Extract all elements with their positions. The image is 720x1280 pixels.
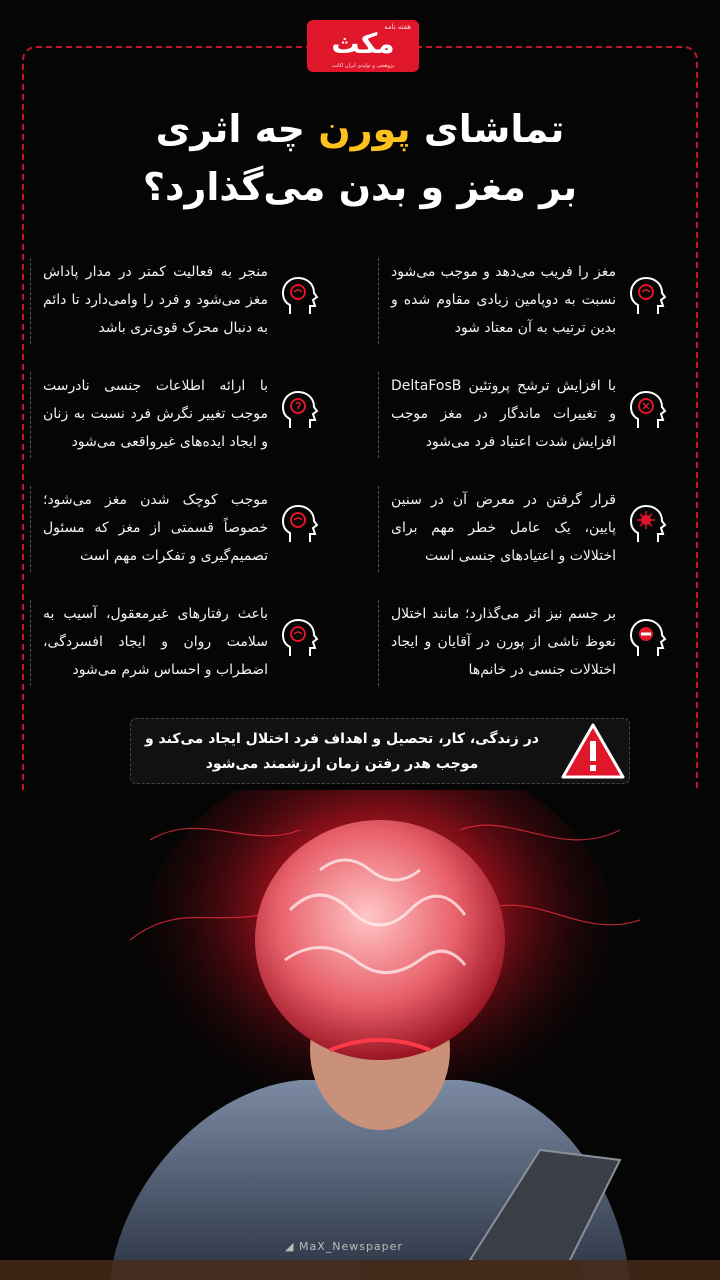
info-item-text: موجب کوچک شدن مغز می‌شود؛ خصوصاً قسمتی از مغز که مسئول تصمیم‌گیری و تفکرات مهم است	[43, 492, 268, 564]
brain-head-icon	[280, 388, 324, 432]
info-item-text: قرار گرفتن در معرض آن در سنین پایین، یک عامل خطر مهم برای اختلالات و اعتیادهای جنسی است	[391, 492, 616, 564]
warning-triangle-icon	[561, 721, 625, 781]
illustration-brain-man-laptop	[0, 790, 720, 1280]
title-highlight: پورن	[318, 107, 411, 151]
brain-head-icon	[628, 388, 672, 432]
info-item-6	[30, 486, 330, 572]
info-item-3	[378, 372, 678, 458]
brain-head-icon	[628, 274, 672, 318]
warning-box	[130, 718, 630, 784]
brand-logo	[307, 20, 419, 72]
info-item-5	[378, 486, 678, 572]
page-title	[60, 100, 660, 216]
info-item-7	[378, 600, 678, 686]
no-entry-head-icon	[628, 616, 672, 660]
brand-name: مکث	[331, 27, 395, 60]
title-line-1	[60, 100, 660, 158]
info-item-2	[30, 258, 330, 344]
info-item-text: با ارائه اطلاعات جنسی نادرست موجب تغییر نگرش فرد نسبت به زنان و ایجاد ایده‌های غیرواقعی می‌شود	[43, 378, 268, 450]
virus-head-icon	[628, 502, 672, 546]
watermark: ◢ MaX_Newspaper	[285, 1240, 403, 1253]
brain-head-icon	[280, 616, 324, 660]
brand-tag: هفته نامه	[384, 23, 411, 31]
info-item-text: مغز را فریب می‌دهد و موجب می‌شود نسبت به دوپامین زیادی مقاوم شده و بدین ترتیب به آن معتاد شود	[391, 264, 616, 336]
brain-head-icon	[280, 274, 324, 318]
info-item-1	[378, 258, 678, 344]
info-item-text: با افزایش ترشح پروتئین DeltaFosB و تغییرات ماندگار در مغز موجب افزایش شدت اعتیاد فرد می‌شود	[391, 378, 616, 450]
title-line-2: بر مغز و بدن می‌گذارد؟	[142, 165, 578, 209]
info-item-text: بر جسم نیز اثر می‌گذارد؛ مانند اختلال نعوظ ناشی از پورن در آقایان و ایجاد اختلالات جنسی در خانم‌ها	[391, 606, 616, 678]
warning-text: در زندگی، کار، تحصیل و اهداف فرد اختلال ایجاد می‌کند و موجب هدر رفتن زمان ارزشمند می‌شود	[144, 731, 539, 772]
info-item-text: باعث رفتارهای غیرمعقول، آسیب به سلامت روان و ایجاد افسردگی، اضطراب و احساس شرم می‌شود	[43, 606, 268, 678]
info-item-8	[30, 600, 330, 686]
title-part-1: تماشای	[410, 107, 565, 151]
info-item-text: منجر به فعالیت کمتر در مدار پاداش مغز می‌شود و فرد را وامی‌دارد تا دائم به دنبال محرک قوی‌تری باشد	[43, 264, 268, 336]
brain-head-icon	[280, 502, 324, 546]
brand-tagline: پژوهشی و تولیدی ایران اکانت	[331, 63, 395, 69]
info-item-4	[30, 372, 330, 458]
title-part-2: چه اثری	[155, 107, 319, 151]
